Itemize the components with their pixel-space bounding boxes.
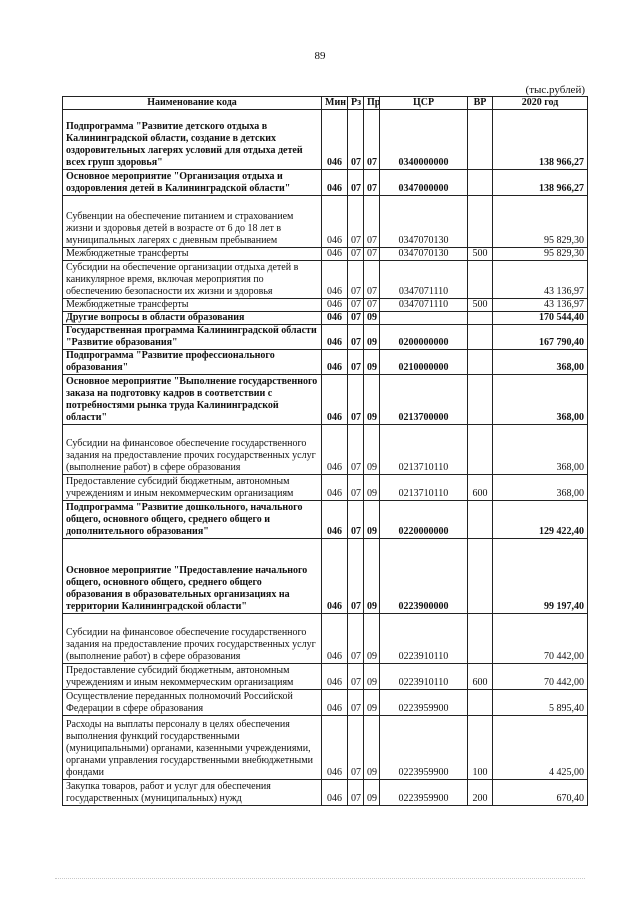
cell-csr: 0223959900 <box>380 780 468 806</box>
cell-vr <box>468 539 493 614</box>
cell-rz: 07 <box>348 261 364 299</box>
cell-amount: 43 136,97 <box>493 299 588 312</box>
cell-amount: 95 829,30 <box>493 248 588 261</box>
cell-vr <box>468 425 493 475</box>
cell-vr <box>468 110 493 170</box>
cell-min: 046 <box>322 261 348 299</box>
cell-name: Государственная программа Калининградской области "Развитие образования" <box>63 325 322 350</box>
cell-name: Подпрограмма "Развитие дошкольного, начального общего, основного общего, среднего общего и дополнительного образования" <box>63 501 322 539</box>
cell-vr <box>468 690 493 716</box>
header-amount: 2020 год <box>493 97 588 110</box>
cell-csr: 0213700000 <box>380 375 468 425</box>
cell-pr: 09 <box>364 780 380 806</box>
table-row <box>63 325 588 350</box>
cell-vr <box>468 350 493 375</box>
cell-vr: 600 <box>468 475 493 501</box>
cell-pr: 07 <box>364 196 380 248</box>
header-vr: ВР <box>468 97 493 110</box>
table-row <box>63 248 588 261</box>
cell-name: Предоставление субсидий бюджетным, автономным учреждениям и иным некоммерческим организациям <box>63 475 322 501</box>
cell-name: Основное мероприятие "Организация отдыха и оздоровления детей в Калининградской области" <box>63 170 322 196</box>
cell-pr: 09 <box>364 325 380 350</box>
table-row <box>63 475 588 501</box>
table-row <box>63 350 588 375</box>
cell-vr <box>468 501 493 539</box>
cell-csr: 0223900000 <box>380 539 468 614</box>
header-csr: ЦСР <box>380 97 468 110</box>
cell-pr: 09 <box>364 350 380 375</box>
table-row <box>63 170 588 196</box>
cell-pr: 09 <box>364 312 380 325</box>
table-row <box>63 539 588 614</box>
cell-pr: 07 <box>364 261 380 299</box>
cell-name: Субсидии на обеспечение организации отдыха детей в каникулярное время, включая мероприятия по обеспечению безопасности их жизни и здоровья <box>63 261 322 299</box>
cell-amount: 4 425,00 <box>493 716 588 780</box>
cell-vr <box>468 614 493 664</box>
cell-amount: 368,00 <box>493 425 588 475</box>
cell-csr: 0347071110 <box>380 261 468 299</box>
cell-vr: 500 <box>468 248 493 261</box>
cell-pr: 09 <box>364 425 380 475</box>
cell-rz: 07 <box>348 196 364 248</box>
cell-rz: 07 <box>348 614 364 664</box>
cell-pr: 09 <box>364 690 380 716</box>
cell-vr <box>468 196 493 248</box>
cell-csr: 0223910110 <box>380 614 468 664</box>
cell-name: Межбюджетные трансферты <box>63 248 322 261</box>
cell-pr: 07 <box>364 110 380 170</box>
cell-csr: 0347071110 <box>380 299 468 312</box>
table-row <box>63 261 588 299</box>
cell-rz: 07 <box>348 690 364 716</box>
cell-name: Основное мероприятие "Предоставление начального общего, основного общего, среднего общего образования в образовательных организациях на территории Калининградской области" <box>63 539 322 614</box>
table-header-row <box>63 97 588 110</box>
cell-amount: 43 136,97 <box>493 261 588 299</box>
table-row <box>63 664 588 690</box>
table-row <box>63 299 588 312</box>
cell-csr: 0213710110 <box>380 475 468 501</box>
table-row <box>63 312 588 325</box>
cell-min: 046 <box>322 325 348 350</box>
cell-amount: 138 966,27 <box>493 170 588 196</box>
cell-pr: 09 <box>364 539 380 614</box>
cell-rz: 07 <box>348 425 364 475</box>
cell-amount: 129 422,40 <box>493 501 588 539</box>
cell-min: 046 <box>322 299 348 312</box>
cell-name: Другие вопросы в области образования <box>63 312 322 325</box>
cell-rz: 07 <box>348 539 364 614</box>
table-row <box>63 196 588 248</box>
cell-rz: 07 <box>348 312 364 325</box>
cell-rz: 07 <box>348 716 364 780</box>
cell-name: Основное мероприятие "Выполнение государственного заказа на подготовку кадров в соответствии с потребностями рынка труда Калининградской области" <box>63 375 322 425</box>
cell-rz: 07 <box>348 664 364 690</box>
cell-rz: 07 <box>348 325 364 350</box>
cell-min: 046 <box>322 716 348 780</box>
header-min: Мин <box>322 97 348 110</box>
cell-name: Расходы на выплаты персоналу в целях обеспечения выполнения функций государственными (муниципальными) органами, казенными учреждениями, органами управления государственными внебюджетными фондами <box>63 716 322 780</box>
cell-pr: 09 <box>364 664 380 690</box>
cell-name: Субсидии на финансовое обеспечение государственного задания на предоставление прочих государственных услуг (выполнение работ) в сфере образования <box>63 425 322 475</box>
units-label: (тыс.рублей) <box>525 84 585 96</box>
cell-csr <box>380 312 468 325</box>
cell-amount: 368,00 <box>493 350 588 375</box>
scan-artifact-line <box>55 878 585 880</box>
cell-csr: 0347070130 <box>380 248 468 261</box>
header-pr: Пр <box>364 97 380 110</box>
cell-vr <box>468 375 493 425</box>
cell-csr: 0210000000 <box>380 350 468 375</box>
cell-name: Закупка товаров, работ и услуг для обеспечения государственных (муниципальных) нужд <box>63 780 322 806</box>
table-row <box>63 110 588 170</box>
cell-rz: 07 <box>348 110 364 170</box>
cell-vr <box>468 170 493 196</box>
cell-pr: 09 <box>364 375 380 425</box>
cell-pr: 09 <box>364 716 380 780</box>
cell-name: Подпрограмма "Развитие детского отдыха в Калининградской области, создание в детских оздоровительных лагерях условий для отдыха детей всех групп здоровья" <box>63 110 322 170</box>
cell-pr: 07 <box>364 170 380 196</box>
cell-amount: 95 829,30 <box>493 196 588 248</box>
cell-amount: 670,40 <box>493 780 588 806</box>
budget-table <box>62 96 588 806</box>
cell-min: 046 <box>322 501 348 539</box>
table-row <box>63 780 588 806</box>
cell-rz: 07 <box>348 299 364 312</box>
table-row <box>63 425 588 475</box>
table-row <box>63 716 588 780</box>
cell-pr: 09 <box>364 614 380 664</box>
table-row <box>63 501 588 539</box>
cell-min: 046 <box>322 312 348 325</box>
cell-amount: 368,00 <box>493 375 588 425</box>
cell-csr: 0200000000 <box>380 325 468 350</box>
cell-pr: 09 <box>364 475 380 501</box>
cell-amount: 99 197,40 <box>493 539 588 614</box>
cell-rz: 07 <box>348 501 364 539</box>
cell-pr: 07 <box>364 248 380 261</box>
header-rz: Рз <box>348 97 364 110</box>
cell-amount: 138 966,27 <box>493 110 588 170</box>
table-row <box>63 690 588 716</box>
table-row <box>63 614 588 664</box>
cell-min: 046 <box>322 614 348 664</box>
cell-min: 046 <box>322 664 348 690</box>
cell-name: Межбюджетные трансферты <box>63 299 322 312</box>
cell-csr: 0347070130 <box>380 196 468 248</box>
cell-min: 046 <box>322 475 348 501</box>
cell-min: 046 <box>322 248 348 261</box>
cell-rz: 07 <box>348 780 364 806</box>
cell-vr <box>468 261 493 299</box>
cell-csr: 0220000000 <box>380 501 468 539</box>
cell-amount: 70 442,00 <box>493 664 588 690</box>
cell-csr: 0347000000 <box>380 170 468 196</box>
cell-amount: 368,00 <box>493 475 588 501</box>
cell-csr: 0213710110 <box>380 425 468 475</box>
header-name: Наименование кода <box>63 97 322 110</box>
cell-min: 046 <box>322 196 348 248</box>
cell-min: 046 <box>322 425 348 475</box>
cell-amount: 70 442,00 <box>493 614 588 664</box>
cell-rz: 07 <box>348 350 364 375</box>
cell-pr: 09 <box>364 501 380 539</box>
cell-csr: 0223910110 <box>380 664 468 690</box>
cell-min: 046 <box>322 690 348 716</box>
cell-vr: 200 <box>468 780 493 806</box>
cell-name: Подпрограмма "Развитие профессионального образования" <box>63 350 322 375</box>
cell-name: Субсидии на финансовое обеспечение государственного задания на предоставление прочих государственных услуг (выполнение работ) в сфере образования <box>63 614 322 664</box>
cell-amount: 5 895,40 <box>493 690 588 716</box>
cell-rz: 07 <box>348 248 364 261</box>
page-number: 89 <box>314 50 326 62</box>
cell-amount: 167 790,40 <box>493 325 588 350</box>
cell-min: 046 <box>322 350 348 375</box>
cell-vr: 100 <box>468 716 493 780</box>
cell-amount: 170 544,40 <box>493 312 588 325</box>
cell-min: 046 <box>322 170 348 196</box>
cell-csr: 0223959900 <box>380 716 468 780</box>
cell-vr: 600 <box>468 664 493 690</box>
cell-min: 046 <box>322 375 348 425</box>
cell-rz: 07 <box>348 475 364 501</box>
cell-min: 046 <box>322 539 348 614</box>
cell-vr <box>468 325 493 350</box>
cell-pr: 07 <box>364 299 380 312</box>
cell-name: Предоставление субсидий бюджетным, автономным учреждениям и иным некоммерческим организациям <box>63 664 322 690</box>
cell-csr: 0223959900 <box>380 690 468 716</box>
table-row <box>63 375 588 425</box>
cell-rz: 07 <box>348 170 364 196</box>
cell-vr: 500 <box>468 299 493 312</box>
cell-min: 046 <box>322 780 348 806</box>
cell-csr: 0340000000 <box>380 110 468 170</box>
cell-min: 046 <box>322 110 348 170</box>
cell-vr <box>468 312 493 325</box>
cell-rz: 07 <box>348 375 364 425</box>
cell-name: Осуществление переданных полномочий Российской Федерации в сфере образования <box>63 690 322 716</box>
cell-name: Субвенции на обеспечение питанием и страхованием жизни и здоровья детей в возрасте от 6 до 18 лет в муниципальных лагерях с дневным пребыванием <box>63 196 322 248</box>
